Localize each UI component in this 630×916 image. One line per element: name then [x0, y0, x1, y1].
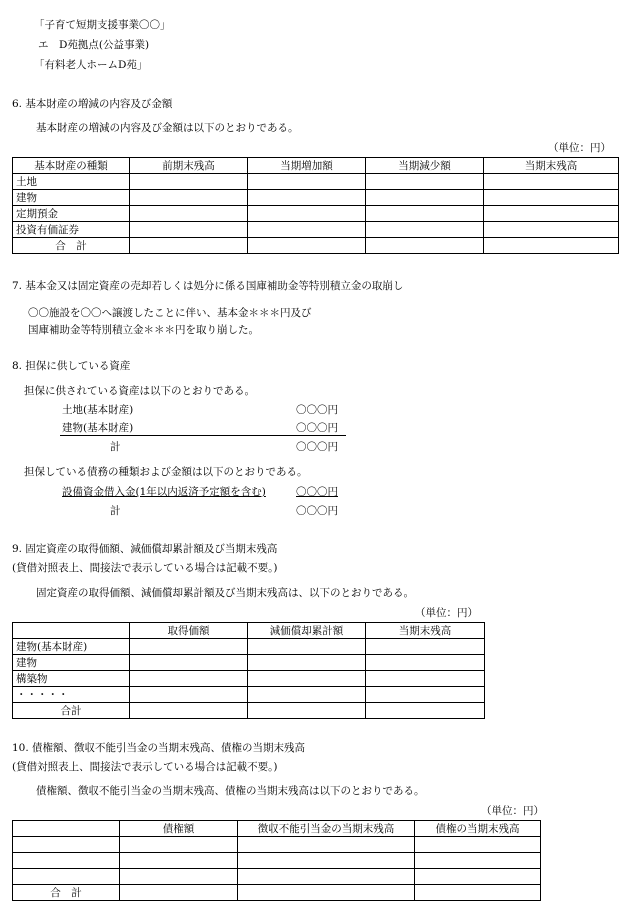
table-header-cell: 債権の当期末残高	[415, 821, 541, 837]
collateral-item-land: 土地(基本財産)	[62, 404, 134, 416]
section10-description: 債権額、徴収不能引当金の当期末残高、債権の当期末残高は以下のとおりである。	[36, 785, 425, 797]
collateral-item-building: 建物(基本財産)	[62, 422, 134, 434]
table-total-row	[13, 703, 485, 719]
collateral-sum-label: 計	[110, 441, 121, 453]
collateral-sum-value: 〇〇〇円	[296, 441, 338, 453]
row-label: 建物(基本財産)	[13, 639, 130, 655]
table-header-cell: 前期末残高	[130, 158, 248, 174]
row-label: 投資有価証券	[13, 222, 130, 238]
collateral-item-building-value: 〇〇〇円	[296, 422, 338, 434]
table-total-row	[13, 238, 619, 254]
section10-table	[12, 820, 541, 901]
section10-header-row	[13, 821, 541, 837]
section8-title: 8. 担保に供している資産	[12, 360, 131, 372]
section7-title: 7. 基本金又は固定資産の売却若しくは処分に係る国庫補助金等特別積立金の取崩し	[12, 280, 404, 292]
table-header-cell: 取得価額	[130, 623, 248, 639]
table-row	[13, 869, 541, 885]
section10-note: (貸借対照表上、間接法で表示している場合は記載不要。)	[12, 761, 278, 773]
header-line-1: 「子育て短期支援事業〇〇」	[34, 19, 171, 31]
table-header-cell	[13, 821, 120, 837]
table-row	[13, 853, 541, 869]
table-header-cell: 減価償却累計額	[248, 623, 366, 639]
section9-note: (貸借対照表上、間接法で表示している場合は記載不要。)	[12, 562, 278, 574]
table-header-cell: 当期末残高	[366, 623, 485, 639]
table-header-cell: 債権額	[120, 821, 238, 837]
table-row	[13, 687, 485, 703]
sum-rule	[60, 435, 346, 436]
secured-debt-item: 設備資金借入金(1年以内返済予定額を含む)	[62, 486, 266, 498]
row-label: 建物	[13, 655, 130, 671]
total-label: 合 計	[13, 238, 130, 254]
table-header-cell: 当期増加額	[248, 158, 366, 174]
section10-title: 10. 債権額、徴収不能引当金の当期末残高、債権の当期末残高	[12, 742, 306, 754]
total-label: 合計	[13, 703, 130, 719]
row-label: 土地	[13, 174, 130, 190]
table-row	[13, 671, 485, 687]
row-label: ・・・・・	[13, 687, 130, 703]
debt-sum-label: 計	[110, 505, 121, 517]
section6-unit: （単位：円）	[548, 142, 611, 154]
section9-table	[12, 622, 485, 719]
section9-description: 固定資産の取得価額、減価償却累計額及び当期末残高は、以下のとおりである。	[36, 587, 414, 599]
table-header-cell: 当期減少額	[366, 158, 484, 174]
row-label: 定期預金	[13, 206, 130, 222]
table-row	[13, 655, 485, 671]
table-header-cell	[13, 623, 130, 639]
section9-unit: （単位：円）	[415, 607, 478, 619]
table-row	[13, 222, 619, 238]
table-header-cell: 徴収不能引当金の当期末残高	[238, 821, 415, 837]
row-label: 構築物	[13, 671, 130, 687]
section6-table	[12, 157, 619, 254]
collateral-item-land-value: 〇〇〇円	[296, 404, 338, 416]
secured-debt-value: 〇〇〇円	[296, 486, 338, 498]
section6-description: 基本財産の増減の内容及び金額は以下のとおりである。	[36, 122, 299, 134]
section9-title: 9. 固定資産の取得価額、減価償却累計額及び当期末残高	[12, 543, 278, 555]
debt-sum-value: 〇〇〇円	[296, 505, 338, 517]
header-line-3: 「有料老人ホームD苑」	[34, 59, 148, 71]
header-line-2: エ D苑拠点(公益事業)	[38, 39, 150, 51]
total-label: 合 計	[13, 885, 120, 901]
section9-header-row	[13, 623, 485, 639]
row-label: 建物	[13, 190, 130, 206]
table-row	[13, 174, 619, 190]
table-header-cell: 基本財産の種類	[13, 158, 130, 174]
table-row	[13, 206, 619, 222]
section7-line-2: 国庫補助金等特別積立金＊＊＊円を取り崩した。	[28, 324, 259, 336]
section10-unit: （単位：円）	[481, 805, 544, 817]
table-row	[13, 190, 619, 206]
table-row	[13, 639, 485, 655]
table-header-cell: 当期末残高	[484, 158, 619, 174]
section6-title: 6. 基本財産の増減の内容及び金額	[12, 98, 173, 110]
table-row	[13, 837, 541, 853]
section8-description-2: 担保している債務の種類および金額は以下のとおりである。	[24, 466, 308, 478]
section6-header-row	[13, 158, 619, 174]
section7-line-1: 〇〇施設を〇〇へ譲渡したことに伴い、基本金＊＊＊円及び	[28, 307, 312, 319]
section8-description-1: 担保に供されている資産は以下のとおりである。	[24, 385, 255, 397]
table-total-row	[13, 885, 541, 901]
